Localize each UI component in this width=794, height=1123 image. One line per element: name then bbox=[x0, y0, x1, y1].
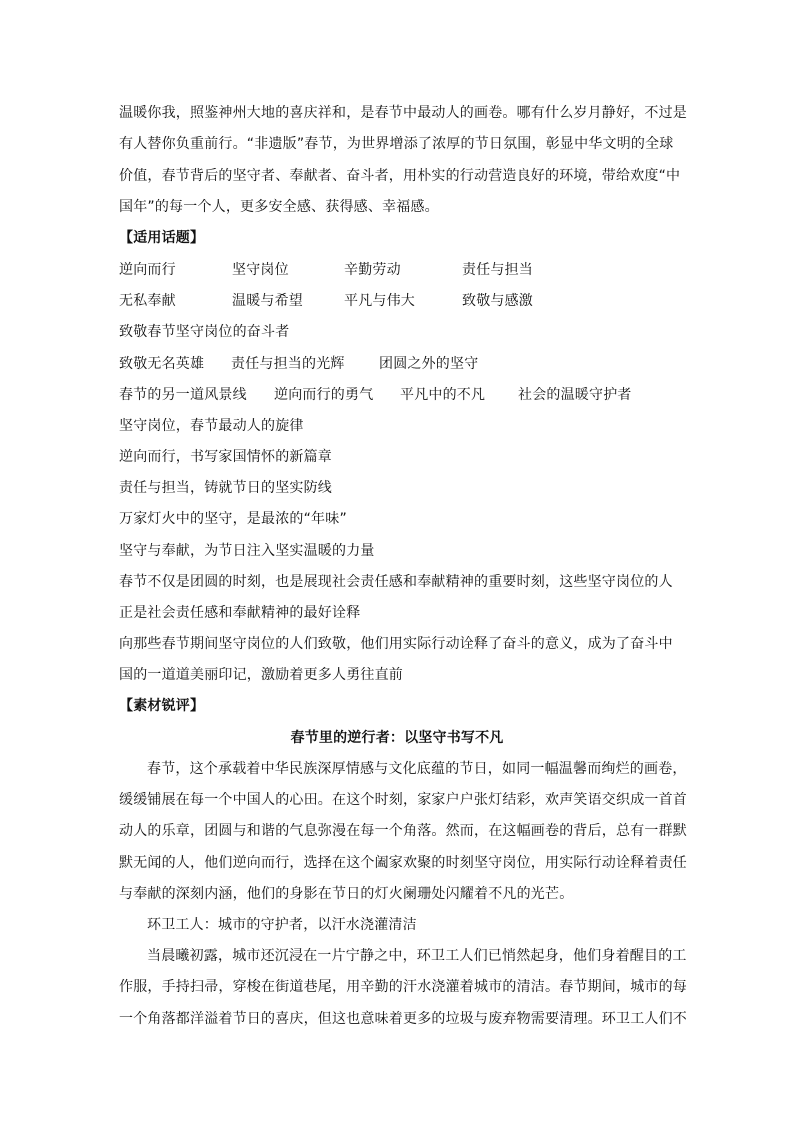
intro-line-4: 国年”的每一个人，更多安全感、获得感、幸福感。 bbox=[119, 199, 439, 215]
topic-line: 责任与担当，铸就节日的坚实防线 bbox=[119, 480, 332, 496]
topic-line: 正是社会责任感和奉献精神的最好诠释 bbox=[119, 605, 361, 621]
topics-heading: 【适用话题】 bbox=[119, 230, 205, 246]
topic-line: 万家灯火中的坚守，是最浓的“年味” bbox=[119, 511, 347, 527]
article-para1-line: 默无闻的人，他们逆向而行，选择在这个阖家欢聚的时刻坚守岗位，用实际行动诠释着责任 bbox=[119, 855, 687, 871]
topic-item: 责任与担当 bbox=[462, 262, 533, 278]
intro-line-1: 温暖你我，照鉴神州大地的喜庆祥和，是春节中最动人的画卷。哪有什么岁月静好，不过是 bbox=[119, 105, 687, 121]
article-para2-line: 作服，手持扫帚，穿梭在街道巷尾，用辛勤的汗水浇灌着城市的清洁。春节期间，城市的每 bbox=[119, 979, 687, 995]
topic-item: 坚守岗位 bbox=[232, 262, 289, 278]
topic-item: 温暖与希望 bbox=[232, 293, 303, 309]
topic-line: 坚守岗位，春节最动人的旋律 bbox=[119, 418, 304, 434]
topic-line: 坚守与奉献，为节日注入坚实温暖的力量 bbox=[119, 543, 375, 559]
topic-item: 社会的温暖守护者 bbox=[518, 387, 632, 403]
article-para2-line: 当晨曦初露，城市还沉浸在一片宁静之中，环卫工人们已悄然起身，他们身着醒目的工 bbox=[147, 948, 687, 964]
article-subheading: 环卫工人：城市的守护者，以汗水浇灌清洁 bbox=[147, 917, 417, 933]
topic-item: 平凡中的不凡 bbox=[400, 387, 486, 403]
article-para1-line: 动人的乐章，团圆与和谐的气息弥漫在每一个角落。然而，在这幅画卷的背后，总有一群默 bbox=[119, 823, 687, 839]
topic-line: 国的一道道美丽印记，激励着更多人勇往直前 bbox=[119, 667, 403, 683]
topics-row-5 bbox=[119, 385, 632, 405]
topic-item: 责任与担当的光辉 bbox=[231, 356, 345, 372]
article-para1-line: 与奉献的深刻内涵，他们的身影在节日的灯火阑珊处闪耀着不凡的光芒。 bbox=[119, 886, 574, 902]
topic-item: 春节的另一道风景线 bbox=[119, 387, 247, 403]
topic-line: 向那些春节期间坚守岗位的人们致敬，他们用实际行动诠释了奋斗的意义，成为了奋斗中 bbox=[119, 636, 673, 652]
topics-row-2 bbox=[119, 291, 533, 311]
intro-line-2: 有人替你负重前行。“非遗版”春节，为世界增添了浓厚的节日氛围，彰显中华文明的全球 bbox=[119, 136, 674, 152]
intro-line-3: 价值，春节背后的坚守者、奉献者、奋斗者，用朴实的行动营造良好的环境，带给欢度“中 bbox=[119, 168, 681, 184]
topic-item: 逆向而行 bbox=[119, 262, 176, 278]
article-para1-line: 春节，这个承载着中华民族深厚情感与文化底蕴的节日，如同一幅温馨而绚烂的画卷， bbox=[147, 761, 687, 777]
topic-line: 春节不仅是团圆的时刻，也是展现社会责任感和奉献精神的重要时刻，这些坚守岗位的人 bbox=[119, 574, 673, 590]
topic-item: 致敬与感激 bbox=[462, 293, 533, 309]
article-title: 春节里的逆行者：以坚守书写不凡 bbox=[290, 730, 504, 746]
article-para1-line: 缓缓铺展在每一个中国人的心田。在这个时刻，家家户户张灯结彩，欢声笑语交织成一首首 bbox=[119, 792, 687, 808]
topic-item: 致敬无名英雄 bbox=[119, 356, 205, 372]
article-para2-line: 一个角落都洋溢着节日的喜庆，但这也意味着更多的垃圾与废弃物需要清理。环卫工人们不 bbox=[119, 1011, 687, 1027]
topic-item: 逆向而行的勇气 bbox=[274, 387, 374, 403]
topics-row-1 bbox=[119, 260, 533, 280]
topic-item: 无私奉献 bbox=[119, 293, 176, 309]
topic-item: 辛勤劳动 bbox=[344, 262, 401, 278]
topic-line: 逆向而行，书写家国情怀的新篇章 bbox=[119, 449, 332, 465]
topic-item: 团圆之外的坚守 bbox=[379, 356, 479, 372]
topics-line-3: 致敬春节坚守岗位的奋斗者 bbox=[119, 324, 290, 340]
topic-item: 平凡与伟大 bbox=[344, 293, 415, 309]
material-heading: 【素材锐评】 bbox=[119, 698, 205, 714]
topics-row-4 bbox=[119, 354, 478, 374]
